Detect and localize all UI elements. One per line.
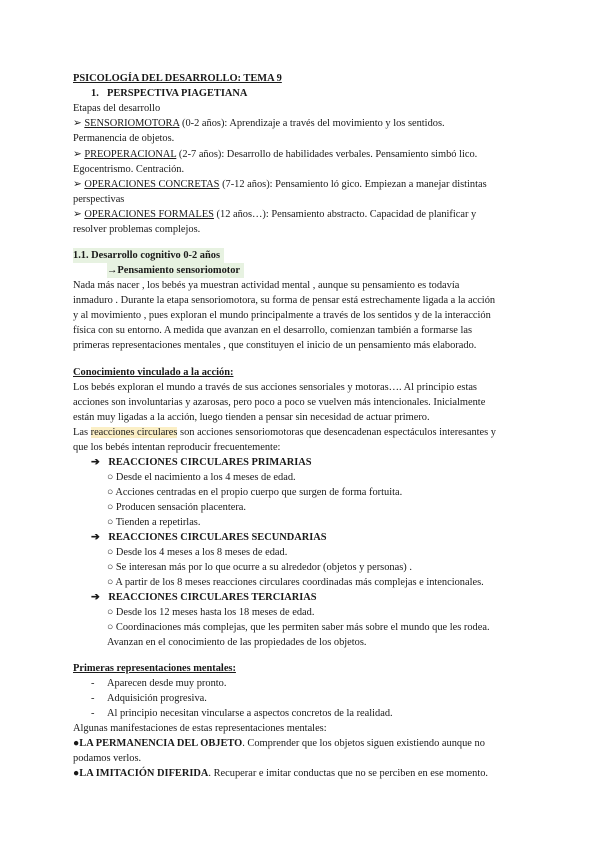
- dash-list-item: [91, 691, 207, 706]
- list-item: [107, 545, 287, 560]
- circle-bullet-icon: ○: [107, 562, 114, 573]
- list-item: [107, 500, 246, 515]
- list-item-text: Adquisición progresiva.: [107, 693, 207, 704]
- paragraph-line: que los bebés intentan reproducir frecuentemente:: [73, 442, 281, 453]
- stage-name: OPERACIONES CONCRETAS: [84, 179, 220, 190]
- stage-line-preoperacional: [73, 147, 477, 162]
- dash-bullet: -: [91, 708, 95, 719]
- dash-bullet: -: [91, 693, 95, 704]
- paragraph-line: inmaduro . Durante la etapa sensoriomotora, su forma de pensar está estrechamente ligada a la acción: [73, 295, 496, 306]
- stage-text: (2-7 años): Desarrollo de habilidades verbales. Pensamiento simbó lico.: [176, 149, 478, 160]
- paragraph-line: primeras representaciones mentales , que constituyen el inicio de un pensamiento más elaborado.: [73, 340, 477, 351]
- circle-bullet-icon: ○: [107, 607, 114, 618]
- dash-list-item: [91, 676, 227, 691]
- stages-heading: Etapas del desarrollo: [73, 103, 161, 114]
- list-item-continuation: Avanzan en el conocimiento de las propiedades de los objetos.: [107, 637, 367, 648]
- arrow-bullet-icon: ➢: [73, 209, 82, 220]
- stage-continuation: Egocentrismo. Centración.: [73, 164, 185, 175]
- list-item-text: Tienden a repetirlas.: [115, 517, 201, 528]
- list-item: [107, 470, 296, 485]
- list-item-text: Acciones centradas en el propio cuerpo que surgen de forma fortuita.: [115, 487, 403, 498]
- conocimiento-heading: Conocimiento vinculado a la acción:: [73, 367, 234, 378]
- list-item-text: Al principio necesitan vincularse a aspectos concretos de la realidad.: [107, 708, 393, 719]
- dash-bullet: -: [91, 678, 95, 689]
- list-item: [107, 560, 412, 575]
- list-item: [107, 515, 200, 530]
- list-item: [107, 485, 402, 500]
- arrow-bullet-icon: ➢: [73, 179, 82, 190]
- stage-line-sensoriomotora: [73, 116, 445, 131]
- subsection-title: 1.1. Desarrollo cognitivo 0-2 años: [73, 248, 224, 263]
- reacciones-secundarias-heading: [91, 530, 327, 545]
- list-item-text: Desde los 4 meses a los 8 meses de edad.: [115, 547, 288, 558]
- list-item-text: A partir de los 8 meses reacciones circulares coordinadas más complejas e intencionales.: [115, 577, 484, 588]
- stage-text: (12 años…): Pensamiento abstracto. Capacidad de planificar y: [213, 209, 477, 220]
- section-heading-number: 1.: [91, 88, 99, 99]
- circle-bullet-icon: ○: [107, 547, 114, 558]
- paragraph-line-reacciones: [73, 425, 496, 440]
- section-heading: PERSPECTIVA PIAGETIANA: [107, 88, 248, 99]
- list-item-text: Desde los 12 meses hasta los 18 meses de edad.: [115, 607, 315, 618]
- document-title: PSICOLOGÍA DEL DESARROLLO: TEMA 9: [73, 73, 282, 84]
- stage-continuation: perspectivas: [73, 194, 125, 205]
- list-item-text: Coordinaciones más complejas, que les permiten saber más sobre el mundo que les rodea.: [115, 622, 490, 633]
- list-heading-text: REACCIONES CIRCULARES PRIMARIAS: [108, 457, 312, 468]
- manifestaciones-intro: Algunas manifestaciones de estas representaciones mentales:: [73, 723, 327, 734]
- list-item: [107, 605, 314, 620]
- paragraph-line: Los bebés exploran el mundo a través de sus acciones sensoriales y motoras…. Al principio estas: [73, 382, 477, 393]
- list-heading-text: REACCIONES CIRCULARES SECUNDARIAS: [108, 532, 327, 543]
- reacciones-primarias-heading: [91, 455, 312, 470]
- arrow-bullet-icon: ➢: [73, 149, 82, 160]
- primeras-representaciones-heading: Primeras representaciones mentales:: [73, 663, 236, 674]
- circle-bullet-icon: ○: [107, 517, 114, 528]
- list-item: [107, 575, 484, 590]
- paragraph-line: física con su entorno. A medida que avanzan en el desarrollo, comienzan también a formarse las: [73, 325, 473, 336]
- list-heading-text: REACCIONES CIRCULARES TERCIARIAS: [108, 592, 317, 603]
- stage-line-operaciones-concretas: [73, 177, 487, 192]
- stage-text: (0-2 años): Aprendizaje a través del movimiento y los sentidos.: [179, 118, 445, 129]
- dot-bullet-icon: ●: [73, 768, 80, 779]
- arrow-right-icon: ➔: [91, 457, 100, 468]
- circle-bullet-icon: ○: [107, 472, 114, 483]
- stage-name: SENSORIOMOTORA: [84, 118, 180, 129]
- permanencia-line: [73, 736, 485, 751]
- subsection-arrow-title: →Pensamiento sensoriomotor: [107, 263, 244, 278]
- dot-bullet-icon: ●: [73, 738, 80, 749]
- paragraph-line: están muy ligadas a la acción, luego tienden a pensar sin necesidad de actuar primero.: [73, 412, 430, 423]
- stage-text: (7-12 años): Pensamiento ló gico. Empiezan a manejar distintas: [219, 179, 487, 190]
- list-item-text: Se interesan más por lo que ocurre a su alrededor (objetos y personas) .: [115, 562, 412, 573]
- term-title: LA PERMANENCIA DEL OBJETO: [79, 738, 243, 749]
- dash-list-item: [91, 706, 393, 721]
- stage-continuation: Permanencia de objetos.: [73, 133, 175, 144]
- list-item-text: Desde el nacimiento a los 4 meses de edad.: [115, 472, 296, 483]
- list-item-text: Aparecen desde muy pronto.: [107, 678, 227, 689]
- imitacion-line: [73, 766, 488, 781]
- stage-line-operaciones-formales: [73, 207, 476, 222]
- stage-name: PREOPERACIONAL: [84, 149, 177, 160]
- text-segment: son acciones sensoriomotoras que desencadenan espectáculos interesantes y: [177, 427, 496, 438]
- stage-name: OPERACIONES FORMALES: [84, 209, 214, 220]
- circle-bullet-icon: ○: [107, 577, 114, 588]
- circle-bullet-icon: ○: [107, 622, 114, 633]
- circle-bullet-icon: ○: [107, 502, 114, 513]
- circle-bullet-icon: ○: [107, 487, 114, 498]
- paragraph-line: acciones son involuntarias y azarosas, pero poco a poco se vuelven más intencionales. Inicialmente: [73, 397, 486, 408]
- paragraph-line: Nada más nacer , los bebés ya muestran actividad mental , aunque su pensamiento es todavía: [73, 280, 460, 291]
- term-text: . Recuperar e imitar conductas que no se perciben en ese momento.: [208, 768, 488, 779]
- paragraph-line: y al movimiento , pues exploran el mundo principalmente a través de los sentidos y de la interacción: [73, 310, 491, 321]
- arrow-bullet-icon: ➢: [73, 118, 82, 129]
- arrow-right-icon: ➔: [91, 532, 100, 543]
- list-item-text: Producen sensación placentera.: [115, 502, 247, 513]
- list-item: [107, 620, 490, 635]
- term-text: . Comprender que los objetos siguen existiendo aunque no: [242, 738, 485, 749]
- stage-continuation: resolver problemas complejos.: [73, 224, 201, 235]
- term-title: LA IMITACIÓN DIFERIDA: [79, 768, 209, 779]
- arrow-right-icon: ➔: [91, 592, 100, 603]
- text-segment: Las: [73, 427, 91, 438]
- reacciones-terciarias-heading: [91, 590, 317, 605]
- permanencia-continuation: podamos verlos.: [73, 753, 142, 764]
- highlighted-term: reacciones circulares: [90, 427, 178, 438]
